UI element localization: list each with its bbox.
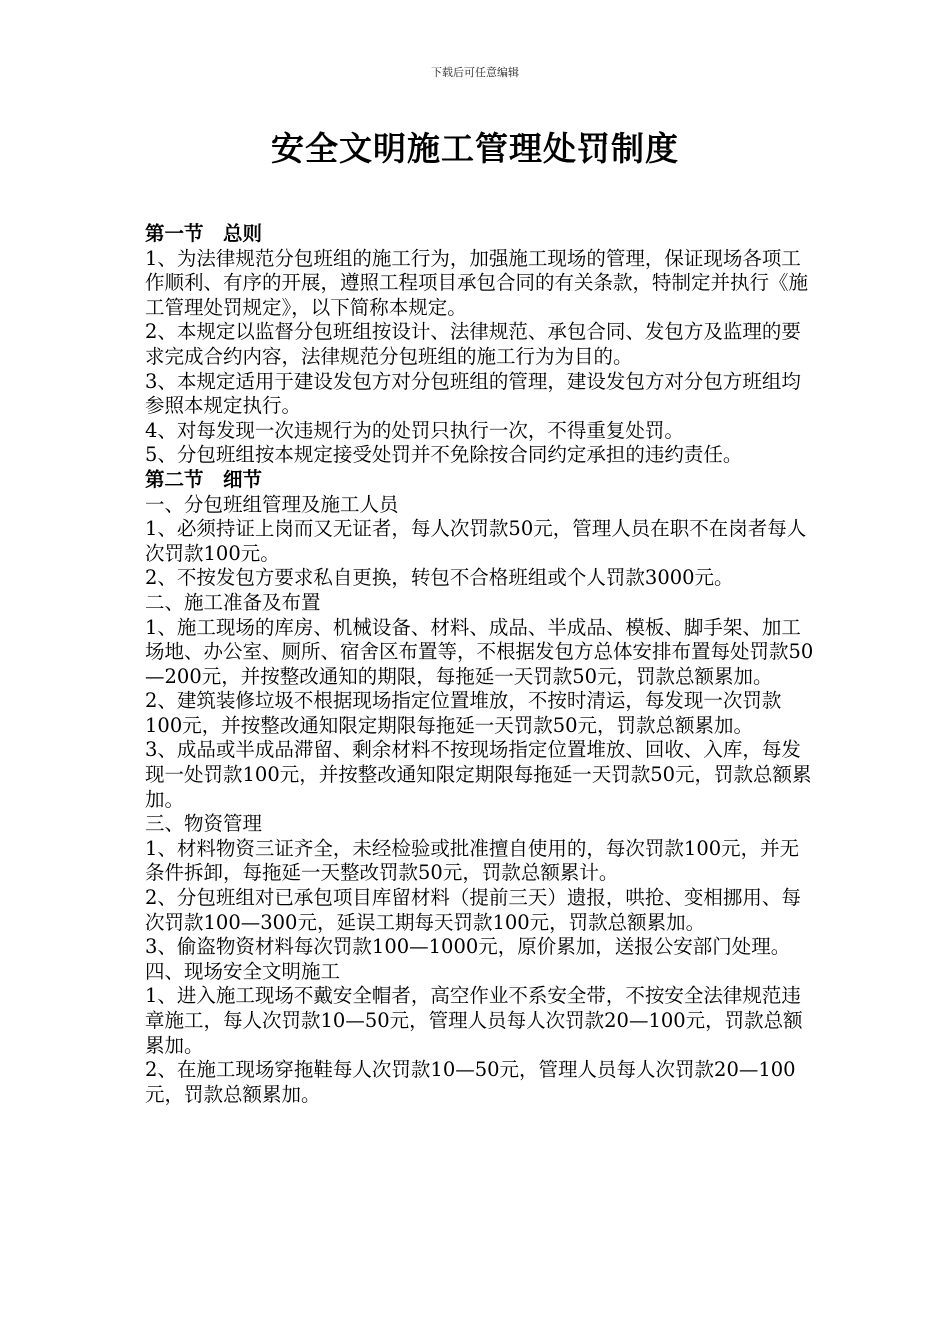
personnel-clause-1: 1、必须持证上岗而又无证者，每人次罚款50元，管理人员在职不在岗者每人次罚款100元。 (145, 517, 807, 565)
preparation-clause-1: 1、施工现场的库房、机械设备、材料、成品、半成品、模板、脚手架、加工场地、办公室、厕所、宿舍区布置等，不根据发包方总体安排布置每处罚款50—200元，并按整改通知的期限，每拖延一天罚款50元，罚款总额累加。 (145, 615, 814, 688)
personnel-clause-2: 2、不按发包方要求私自更换，转包不合格班组或个人罚款3000元。 (145, 566, 734, 590)
document-title: 安全文明施工管理处罚制度 (271, 129, 679, 168)
general-clause-5: 5、分包班组按本规定接受处罚并不免除按合同约定承担的违约责任。 (145, 443, 743, 467)
subsection-title-preparation: 二、施工准备及布置 (145, 590, 321, 614)
preparation-clause-3: 3、成品或半成品滞留、剩余材料不按现场指定位置堆放、回收、入库，每发现一处罚款100元，并按整改通知限定期限每拖延一天罚款50元，罚款总额累加。 (145, 738, 812, 811)
section-heading-details: 第二节 细节 (145, 467, 263, 491)
site-safety-clause-2: 2、在施工现场穿拖鞋每人次罚款10—50元，管理人员每人次罚款20—100元，罚款总额累加。 (145, 1058, 796, 1106)
site-safety-clause-1: 1、进入施工现场不戴安全帽者，高空作业不系安全带，不按安全法律规范违章施工，每人次罚款10—50元，管理人员每人次罚款20—100元，罚款总额累加。 (145, 984, 803, 1057)
general-clause-4: 4、对每发现一次违规行为的处罚只执行一次，不得重复处罚。 (145, 418, 684, 442)
subsection-title-site-safety: 四、现场安全文明施工 (145, 959, 341, 983)
materials-clause-2: 2、分包班组对已承包项目库留材料（提前三天）遗报，哄抢、变相挪用、每次罚款100—300元，延误工期每天罚款100元，罚款总额累加。 (145, 886, 801, 934)
materials-clause-3: 3、偷盗物资材料每次罚款100—1000元，原价累加，送报公安部门处理。 (145, 935, 791, 959)
general-clause-1: 1、为法律规范分包班组的施工行为，加强施工现场的管理，保证现场各项工作顺利、有序的开展，遵照工程项目承包合同的有关条款，特制定并执行《施工管理处罚规定》，以下简称本规定。 (145, 246, 809, 319)
subsection-title-materials: 三、物资管理 (145, 812, 263, 836)
section-heading-general: 第一节 总则 (145, 222, 263, 245)
preparation-clause-2: 2、建筑装修垃圾不根据现场指定位置堆放，不按时清运，每发现一次罚款100元，并按整改通知限定期限每拖延一天罚款50元，罚款总额累加。 (145, 689, 782, 737)
general-clause-3: 3、本规定适用于建设发包方对分包班组的管理，建设发包方对分包方班组均参照本规定执行。 (145, 369, 801, 418)
general-clause-2: 2、本规定以监督分包班组按设计、法律规范、承包合同、发包方及监理的要求完成合约内容，法律规范分包班组的施工行为为目的。 (145, 320, 801, 368)
materials-clause-1: 1、材料物资三证齐全，未经检验或批准擅自使用的，每次罚款100元，并无条件拆卸，每拖延一天整改罚款50元，罚款总额累计。 (145, 836, 800, 885)
header-note: 下载后可任意编辑 (431, 66, 519, 79)
document-body (145, 222, 815, 1107)
subsection-title-personnel: 一、分包班组管理及施工人员 (145, 492, 399, 516)
